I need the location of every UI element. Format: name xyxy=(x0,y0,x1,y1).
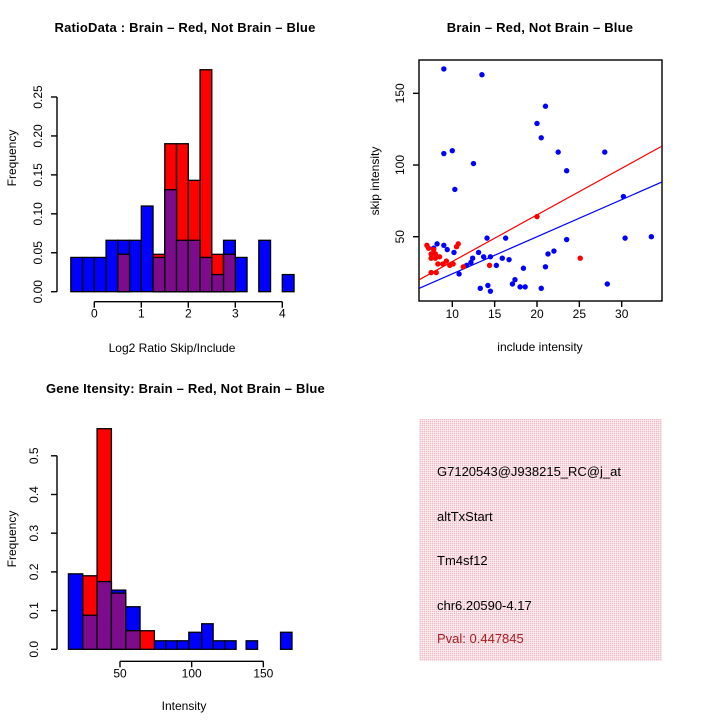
scatter-point-blue xyxy=(441,151,446,156)
ratio-histogram-title: RatioData : Brain – Red, Not Brain – Blue xyxy=(54,20,316,35)
hist-bar-overlap xyxy=(97,582,111,650)
y-tick-label: 150 xyxy=(393,83,407,104)
hist-bar-blue xyxy=(177,641,188,650)
scatter-point-blue xyxy=(522,284,527,289)
y-tick-label: 0.3 xyxy=(27,524,41,542)
scatter-point-red xyxy=(434,270,439,275)
genomic-location-label: chr6.20590-4.17 xyxy=(437,598,532,613)
hist-bar-overlap xyxy=(177,240,189,291)
scatter-point-red xyxy=(437,254,442,259)
hist-bar-blue xyxy=(141,206,153,292)
x-tick-label: 20 xyxy=(530,307,544,321)
scatter-point-blue xyxy=(551,248,556,253)
scatter-point-red xyxy=(426,245,431,250)
y-tick-label: 0.15 xyxy=(31,163,45,187)
hist-bar-blue xyxy=(94,257,106,291)
hist-bar-blue xyxy=(68,574,82,649)
hist-bar-red xyxy=(140,631,154,650)
scatter-point-blue xyxy=(649,234,654,239)
hist-bar-overlap xyxy=(153,257,165,291)
scatter-point-blue xyxy=(484,235,489,240)
scatter-point-blue xyxy=(539,135,544,140)
x-tick-label: 4 xyxy=(278,306,286,321)
scatter-point-blue xyxy=(441,243,446,248)
hist-bar-blue xyxy=(189,632,202,649)
x-tick-label: 50 xyxy=(113,666,127,681)
gene-symbol-label: Tm4sf12 xyxy=(437,553,488,568)
hist-bar-overlap xyxy=(126,631,140,650)
scatter-point-blue xyxy=(478,286,483,291)
x-tick-label: 30 xyxy=(615,307,629,321)
scatter-point-blue xyxy=(564,237,569,242)
hist-bar-overlap xyxy=(118,254,130,291)
scatter-point-blue xyxy=(503,235,508,240)
scatter-point-blue xyxy=(471,161,476,166)
event-type-label: altTxStart xyxy=(437,509,493,524)
y-tick-label: 0.25 xyxy=(31,85,45,109)
y-axis-title: Frequency xyxy=(5,510,19,568)
hist-bar-overlap xyxy=(188,240,200,291)
scatter-point-blue xyxy=(456,271,461,276)
scatter-point-blue xyxy=(621,194,626,199)
y-axis-title: Frequency xyxy=(5,129,19,187)
x-tick-label: 3 xyxy=(231,306,239,321)
x-tick-label: 1 xyxy=(137,306,145,321)
scatter-title: Brain – Red, Not Brain – Blue xyxy=(446,20,634,35)
scatter-point-blue xyxy=(602,149,607,154)
scatter-point-blue xyxy=(543,104,548,109)
scatter-point-blue xyxy=(452,187,457,192)
hist-bar-blue xyxy=(83,257,95,291)
y-tick-label: 0.1 xyxy=(27,602,41,619)
scatter-point-blue xyxy=(622,235,627,240)
gene-intensity-histogram-title: Gene Itensity: Brain – Red, Not Brain – Blue xyxy=(46,381,325,396)
hist-bar-blue xyxy=(71,257,83,291)
hist-bar-blue xyxy=(202,624,213,650)
hist-bar-overlap xyxy=(212,275,224,292)
hist-bar-blue xyxy=(225,641,236,650)
scatter-point-red xyxy=(435,261,440,266)
scatter-point-blue xyxy=(488,254,493,259)
scatter-point-blue xyxy=(521,266,526,271)
scatter-point-red xyxy=(577,256,582,261)
scatter-point-blue xyxy=(517,284,522,289)
hist-bar-blue xyxy=(235,257,247,291)
hist-bar-blue xyxy=(166,641,177,650)
scatter-point-blue xyxy=(479,72,484,77)
y-tick-label: 50 xyxy=(393,230,407,244)
scatter-point-blue xyxy=(441,66,446,71)
probe-id-label: G7120543@J938215_RC@j_at xyxy=(437,464,621,479)
scatter-point-blue xyxy=(445,247,450,252)
scatter-point-blue xyxy=(512,277,517,282)
scatter-point-red xyxy=(456,241,461,246)
scatter-point-blue xyxy=(488,288,493,293)
y-tick-label: 0.4 xyxy=(27,486,41,503)
gene-info-box xyxy=(419,419,662,661)
hist-bar-overlap xyxy=(224,254,236,291)
scatter-point-blue xyxy=(470,256,475,261)
y-tick-label: 0.0 xyxy=(27,640,41,658)
scatter-point-blue xyxy=(494,263,499,268)
y-tick-label: 0.05 xyxy=(31,241,45,265)
y-tick-label: 0.5 xyxy=(27,447,41,465)
y-tick-label: 0.2 xyxy=(27,563,41,581)
hist-bar-blue xyxy=(130,240,142,291)
scatter-point-red xyxy=(428,270,433,275)
hist-bar-blue xyxy=(259,240,271,291)
x-tick-label: 25 xyxy=(572,307,587,321)
hist-bar-overlap xyxy=(200,257,212,291)
hist-bar-blue xyxy=(106,240,118,291)
scatter-point-blue xyxy=(564,168,569,173)
x-axis-title: include intensity xyxy=(497,340,583,354)
scatter-point-blue xyxy=(485,283,490,288)
x-tick-label: 2 xyxy=(184,306,192,321)
brain-fit-line xyxy=(419,146,661,279)
y-axis-title: skip intensity xyxy=(368,146,382,216)
scatter-point-red xyxy=(444,258,449,263)
y-tick-label: 0.00 xyxy=(31,280,45,304)
scatter-point-blue xyxy=(451,250,456,255)
scatter-point-blue xyxy=(539,286,544,291)
hist-bar-overlap xyxy=(83,615,97,649)
pval-label: Pval: 0.447845 xyxy=(437,631,524,646)
hist-bar-blue xyxy=(246,641,257,650)
y-tick-label: 0.20 xyxy=(31,124,45,148)
scatter-point-red xyxy=(487,263,492,268)
x-axis-title: Intensity xyxy=(161,699,207,713)
scatter-point-blue xyxy=(545,251,550,256)
scatter-point-blue xyxy=(543,264,548,269)
scatter-point-blue xyxy=(500,256,505,261)
scatter-point-blue xyxy=(506,257,511,262)
scatter-point-blue xyxy=(476,250,481,255)
hist-bar-overlap xyxy=(111,593,125,649)
hist-bar-overlap xyxy=(165,190,177,292)
scatter-point-blue xyxy=(534,121,539,126)
hist-bar-blue xyxy=(282,275,294,292)
x-tick-label: 0 xyxy=(90,306,98,321)
hist-bar-blue xyxy=(281,632,292,649)
scatter-point-blue xyxy=(605,281,610,286)
y-tick-label: 0.10 xyxy=(31,202,45,226)
scatter-point-blue xyxy=(481,254,486,259)
scatter-point-red xyxy=(461,264,466,269)
scatter-point-blue xyxy=(450,148,455,153)
scatter-point-blue xyxy=(555,149,560,154)
scatter-point-blue xyxy=(434,241,439,246)
x-tick-label: 100 xyxy=(181,666,202,681)
scatter-point-red xyxy=(534,214,539,219)
y-tick-label: 100 xyxy=(393,154,407,176)
hist-bar-blue xyxy=(154,641,165,650)
x-tick-label: 15 xyxy=(487,307,502,321)
x-axis-title: Log2 Ratio Skip/Include xyxy=(108,341,236,355)
x-tick-label: 150 xyxy=(253,666,274,681)
hist-bar-blue xyxy=(213,641,224,650)
scatter-point-red xyxy=(450,261,455,266)
x-tick-label: 10 xyxy=(445,307,459,321)
